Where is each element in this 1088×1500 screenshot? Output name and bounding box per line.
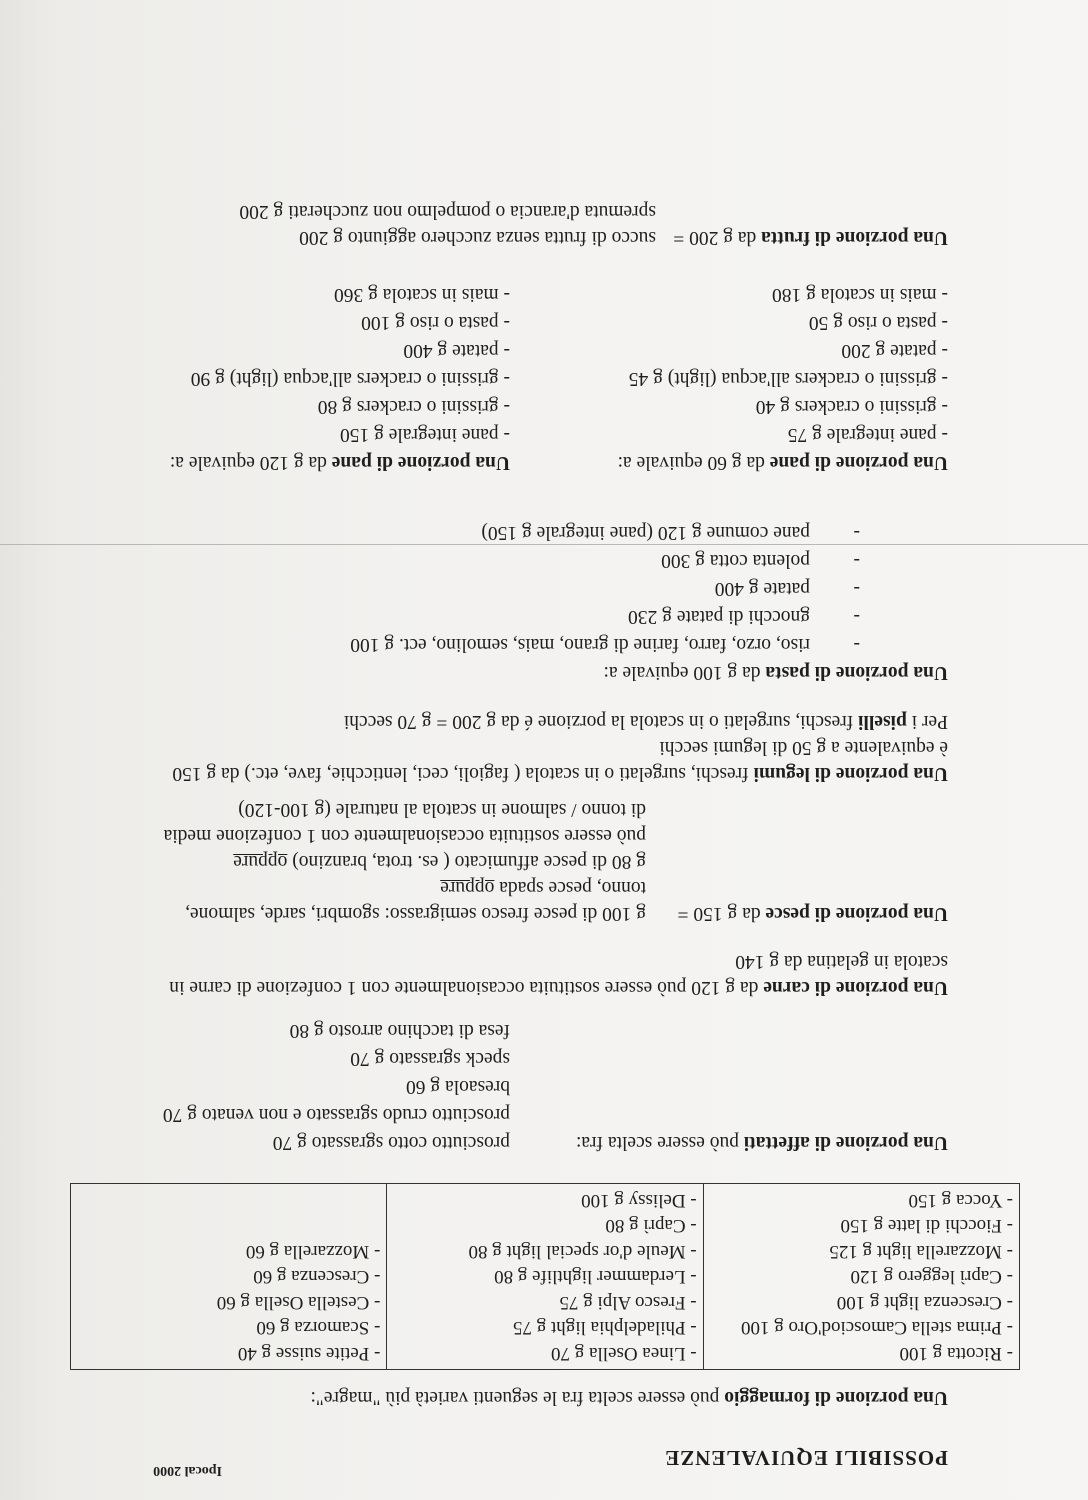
affettati-item: prosciutto crudo sgrassato e non venato g 70: [162, 1104, 510, 1125]
cheese-item: - Philadelphia light g 75: [513, 1317, 697, 1339]
affettati-intro: [576, 1130, 948, 1155]
cheese-item: - Crescenza g 60: [253, 1266, 381, 1288]
piselli-pre: Per i: [906, 711, 948, 732]
pane60-lead-rest: da g 60 equivale a:: [617, 452, 770, 473]
pasta-dash: -: [853, 550, 860, 571]
cheese-item: - Ricotta g 100: [899, 1343, 1013, 1364]
carne-line-1: [169, 975, 948, 1000]
carne-lead-rest: da g 120 può essere sostituita occasionalmente con 1 confezione di carne in: [169, 977, 764, 998]
pesce-lead-rest: da g 150 =: [677, 903, 766, 924]
frutta-line-1: succo di frutta senza zucchero aggiunto g 200: [299, 227, 656, 248]
pasta-item: gnocchi di patate g 230: [628, 606, 810, 627]
affettati-lead: Una porzione di affettati: [743, 1132, 948, 1153]
page-title: POSSIBILI EQUIVALENZE: [664, 1446, 948, 1470]
pesce-lead: Una porzione di pesce: [765, 903, 948, 924]
cheese-item: - Caprì g 80: [605, 1215, 697, 1237]
cheese-item: - Meule d'or special light g 80: [468, 1241, 697, 1262]
cheese-item: - Crescenza light g 100: [836, 1292, 1013, 1313]
cheese-item: - Cestella Osella g 60: [216, 1292, 381, 1313]
pane120-item: - mais in scatola g 360: [333, 284, 510, 305]
frutta-lead: Una porzione di frutta: [761, 227, 948, 248]
frutta-line-2: spremuta d'arancia o pompelmo non zuccherati g 200: [239, 201, 656, 222]
pesce-line: g 100 di pesce fresco semigrasso: sgombri, sarde, salmone,: [185, 903, 646, 924]
pane60-item: - patate g 200: [841, 340, 948, 361]
pane60-item: - grissini o crackers all'acqua (light) g 45: [628, 368, 948, 389]
legumi-lead: Una porzione di legumi: [753, 763, 948, 784]
affettati-item: speck sgrassato g 70: [350, 1048, 510, 1069]
carne-line-2: scatola in gelatina da g 140: [735, 951, 948, 972]
cheese-item: - Lerdammer lightlife g 80: [494, 1266, 697, 1288]
frutta-lead-rest: da g 200 =: [673, 227, 762, 248]
cheese-item: - Prima stella Camosciod'Oro g 100: [740, 1317, 1013, 1339]
pane60-lead: Una porzione di pane: [769, 452, 948, 473]
legumi-line-2: è equivalente a g 50 di legumi secchi: [659, 737, 948, 758]
cheese-column-2: [387, 1184, 703, 1370]
pesce-line-text: tonno, pesce spada: [499, 877, 646, 898]
pasta-lead-rest: da g 100 equivale a:: [603, 662, 766, 683]
pasta-dash: -: [853, 606, 860, 627]
source-label: Ipocal 2000: [153, 1463, 222, 1478]
cheese-table: [70, 1184, 1020, 1371]
piselli-rest: freschi, surgelati o in scatola la porzione é da g 200 = g 70 secchi: [343, 711, 859, 732]
pane120-item: - patate g 400: [403, 340, 510, 361]
affettati-lead-rest: può essere scelta fra:: [575, 1132, 744, 1153]
affettati-item: fesa di tacchino arrosto g 80: [289, 1020, 510, 1041]
pasta-dash: -: [853, 522, 860, 543]
pesce-line-2: [440, 875, 646, 900]
affettati-item: bresaola g 60: [406, 1076, 510, 1097]
pesce-intro: [678, 901, 948, 926]
carne-lead: Una porzione di carne: [763, 977, 948, 998]
pane120-item: - grissini o crackers g 80: [317, 396, 510, 417]
cheese-item: - Petite suisse g 40: [237, 1343, 381, 1364]
legumi-lead-rest: freschi, surgelati o in scatola ( fagioli, ceci, lenticchie, fave, etc.) da g 150: [172, 763, 754, 784]
frutta-intro: [673, 225, 948, 250]
cheese-item: - Mozzarella light g 125: [829, 1241, 1013, 1262]
pasta-intro: [604, 660, 948, 685]
pasta-item: pane comune g 120 (pane integrale g 150): [481, 522, 810, 543]
cheese-item: - Linea Osella g 70: [551, 1343, 697, 1364]
cheese-item: - Fiocchi di latte g 150: [840, 1215, 1013, 1237]
cheese-item: - Caprì leggero g 120: [850, 1266, 1013, 1288]
pasta-item: polenta cotta g 300: [661, 550, 810, 571]
legumi-line-1: [172, 761, 948, 786]
pane120-item: - pasta o riso g 100: [361, 312, 510, 333]
pane60-item: - pane integrale g 75: [787, 424, 948, 445]
pane120-item: - pane integrale g 150: [339, 424, 510, 445]
pane120-lead: Una porzione di pane: [331, 452, 510, 473]
pesce-line-3: [233, 849, 646, 874]
cheese-item: - Yocca g 150: [908, 1190, 1013, 1211]
pane60-item: - pasta o riso g 50: [808, 312, 948, 333]
pane120-lead-rest: da g 120 equivale a:: [169, 452, 332, 473]
cheese-column-3: [71, 1184, 387, 1370]
cheese-intro: [310, 1385, 948, 1410]
oppure-label: oppure: [440, 877, 495, 898]
pesce-line-text: g 80 di pesce affumicato ( es. trota, branzino): [292, 851, 646, 872]
page-shadow: [0, 0, 60, 1500]
affettati-item: prosciutto cotto sgrassato g 70: [272, 1132, 510, 1153]
pane60-intro: [618, 450, 948, 475]
pasta-item: riso, orzo, farro, farine di grano, mais, semolino, ect. g 100: [350, 634, 810, 655]
cheese-lead: Una porzione di formaggio: [724, 1387, 948, 1408]
cheese-item: - Delissy g 100: [581, 1190, 697, 1211]
pasta-lead: Una porzione di pasta: [765, 662, 948, 683]
pesce-line: può essere sostituita occasionalmente con 1 confezione media: [163, 825, 646, 846]
piselli-bold: piselli: [858, 711, 907, 732]
cheese-lead-rest: può essere scelta fra le seguenti varietà più "magre":: [310, 1387, 725, 1408]
pasta-dash: -: [853, 578, 860, 599]
cheese-item: - Fresco Alpi g 75: [559, 1292, 697, 1313]
oppure-label: oppure: [233, 851, 288, 872]
cheese-column-1: [703, 1184, 1019, 1370]
pasta-dash: -: [853, 634, 860, 655]
pesce-line: di tonno / salmone in scatola al naturale (g 100-120): [238, 799, 646, 820]
pane60-item: - mais in scatola g 180: [771, 284, 948, 305]
pane120-intro: [170, 450, 510, 475]
piselli-line: [344, 709, 948, 734]
cheese-item: - Scamorza g 60: [256, 1317, 381, 1339]
pane60-item: - grissini o crackers g 40: [755, 396, 948, 417]
cheese-item: - Mozzarella g 60: [245, 1241, 381, 1262]
pane120-item: - grissini o crackers all'acqua (light) g 90: [190, 368, 510, 389]
pasta-item: patate g 400: [714, 578, 810, 599]
